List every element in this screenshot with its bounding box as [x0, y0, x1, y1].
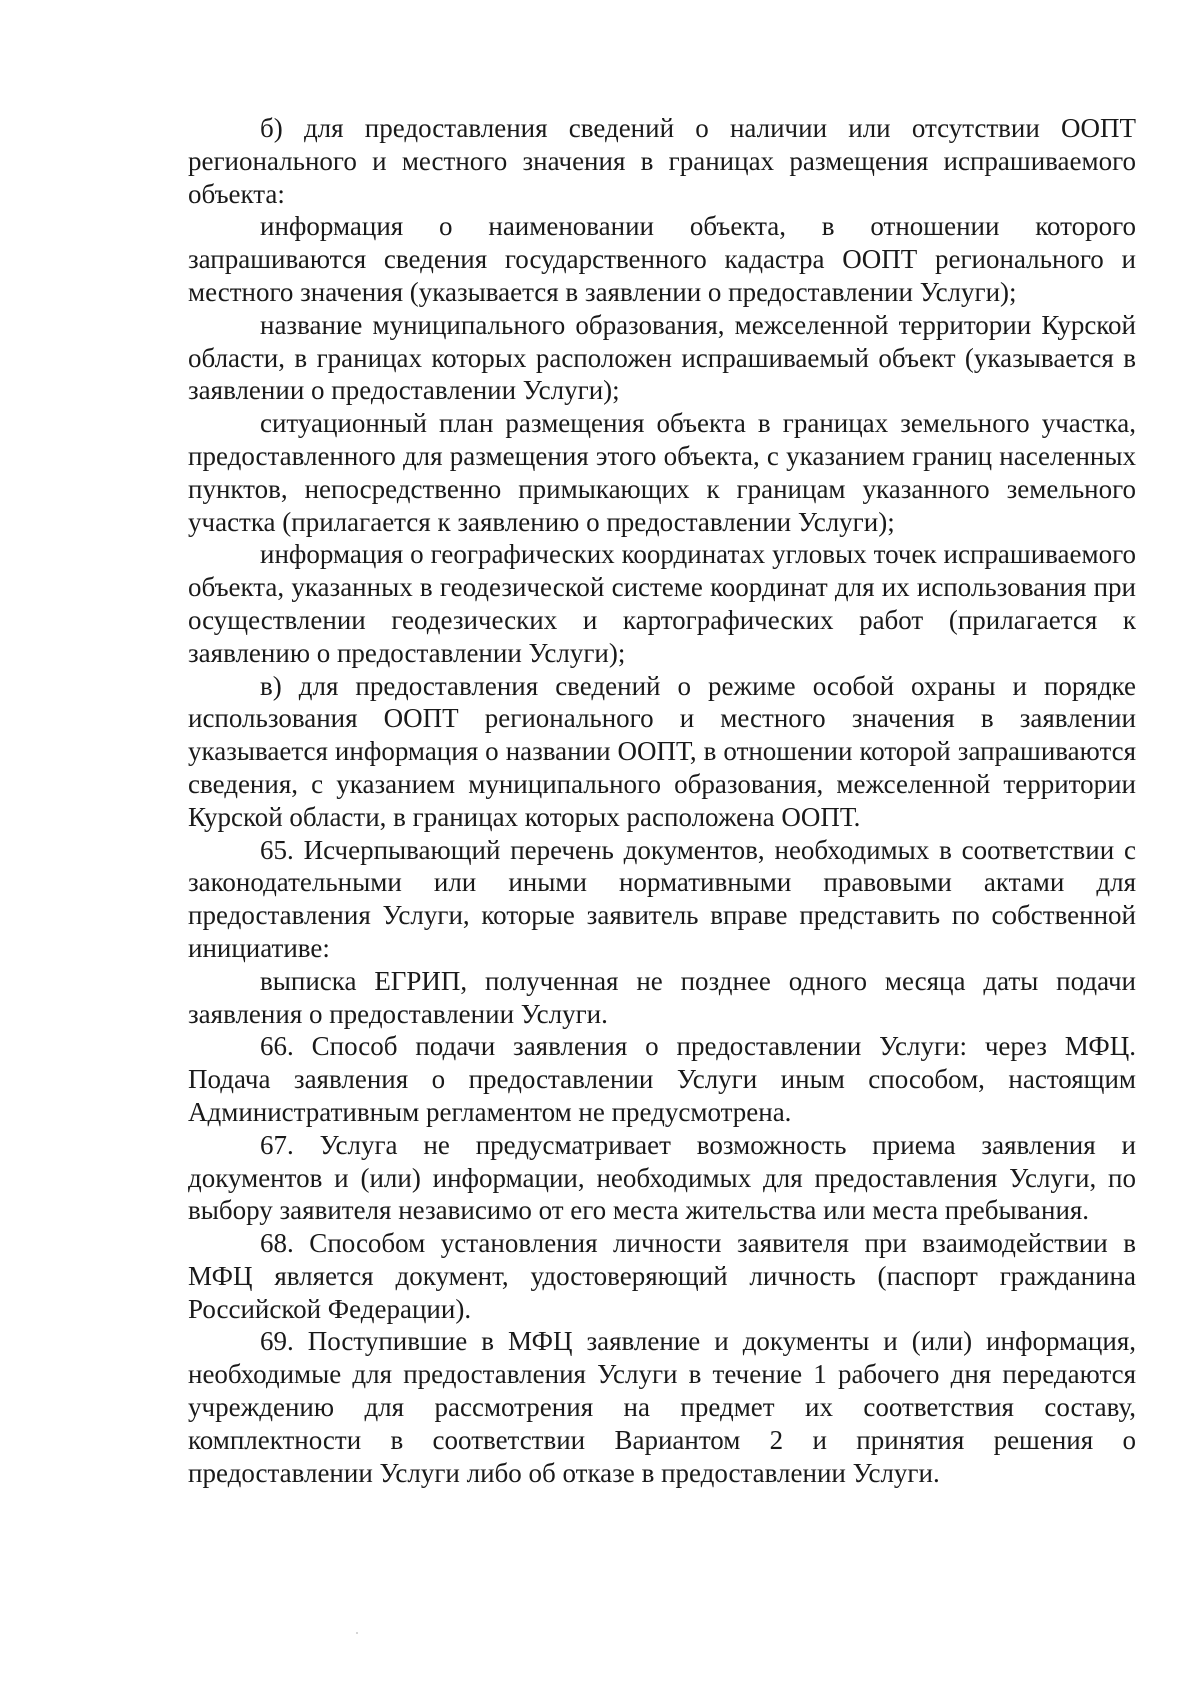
paragraph-69-transfer: 69. Поступившие в МФЦ заявление и документы и (или) информация, необходимые для предоставления Услуги в течение 1 рабочего дня передаются учреждению для рассмотрения на предмет их соответствия составу, комплектности в соответствии Вариантом 2 и принятия решения о предоставлении Услуги либо об отказе в предоставлении Услуги.: [188, 1326, 1136, 1488]
paragraph-object-name-info: информация о наименовании объекта, в отношении которого запрашиваются сведения государственного кадастра ООПТ регионального и местного значения (указывается в заявлении о предоставлении Услуги);: [188, 211, 1136, 307]
paragraph-b-info-oopt: б) для предоставления сведений о наличии или отсутствии ООПТ регионального и местного значения в границах размещения испрашиваемого объекта:: [188, 113, 1136, 209]
paragraph-68-identity: 68. Способом установления личности заявителя при взаимодействии в МФЦ является документ, удостоверяющий личность (паспорт гражданина Российской Федерации).: [188, 1228, 1136, 1324]
paragraph-v-protection-regime: в) для предоставления сведений о режиме особой охраны и порядке использования ООПТ регионального и местного значения в заявлении указывается информация о названии ООПТ, в отношении которой запрашиваются сведения, с указанием муниципального образования, межселенной территории Курской области, в границах которых расположена ООПТ.: [188, 670, 1136, 832]
scan-artifact: [356, 1632, 358, 1634]
paragraph-municipality-name: название муниципального образования, межселенной территории Курской области, в границах которых расположен испрашиваемый объект (указывается в заявлении о предоставлении Услуги);: [188, 309, 1136, 406]
paragraph-geo-coordinates: информация о географических координатах угловых точек испрашиваемого объекта, указанных в геодезической системе координат для их использования при осуществлении геодезических и картографических работ (прилагается к заявлению о предоставлении Услуги);: [188, 539, 1136, 668]
paragraph-67-extraterritorial: 67. Услуга не предусматривает возможность приема заявления и документов и (или) информации, необходимых для предоставления Услуги, по выбору заявителя независимо от его места жительства или места пребывания.: [188, 1129, 1136, 1226]
paragraph-65-document-list: 65. Исчерпывающий перечень документов, необходимых в соответствии с законодательными или иными нормативными правовыми актами для предоставления Услуги, которые заявитель вправе представить по собственной инициативе:: [188, 834, 1136, 963]
paragraph-situation-plan: ситуационный план размещения объекта в границах земельного участка, предоставленного для размещения этого объекта, с указанием границ населенных пунктов, непосредственно примыкающих к границам указанного земельного участка (прилагается к заявлению о предоставлении Услуги);: [188, 408, 1136, 537]
paragraph-egrip-extract: выписка ЕГРИП, полученная не позднее одного месяца даты подачи заявления о предоставлении Услуги.: [188, 965, 1136, 1029]
document-body: [188, 112, 1136, 1489]
paragraph-66-submission-method: 66. Способ подачи заявления о предоставлении Услуги: через МФЦ. Подача заявления о предоставлении Услуги иным способом, настоящим Административным регламентом не предусмотрена.: [188, 1031, 1136, 1127]
